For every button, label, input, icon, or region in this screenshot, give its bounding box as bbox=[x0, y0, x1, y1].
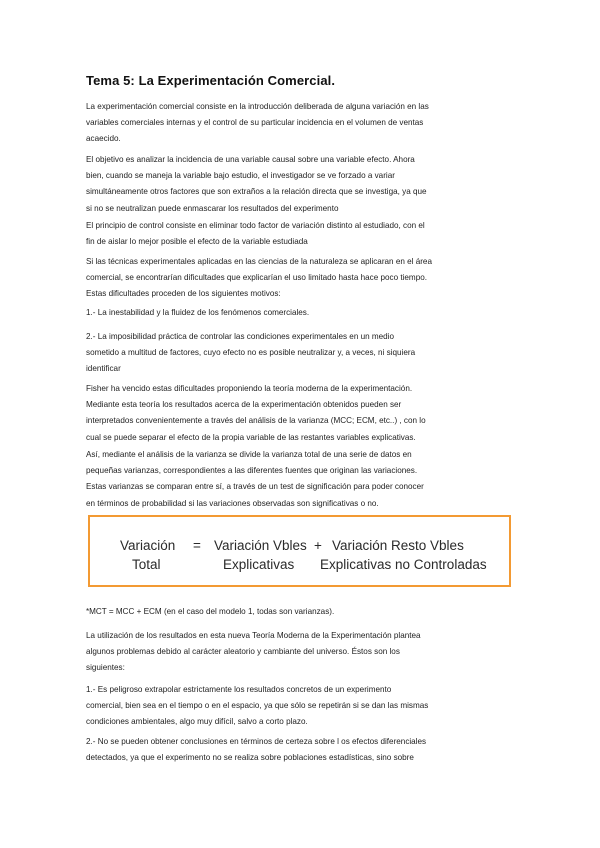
text-line: La utilización de los resultados en esta nueva Teoría Moderna de la Experimentación plantea bbox=[86, 631, 421, 640]
paragraph-problems bbox=[86, 628, 518, 677]
text-line: La experimentación comercial consiste en la introducción deliberada de alguna variación en las bbox=[86, 102, 429, 111]
text-line: Fisher ha vencido estas dificultades proponiendo la teoría moderna de la experimentación. bbox=[86, 384, 413, 393]
text-line: 2.- No se pueden obtener conclusiones en términos de certeza sobre l os efectos diferenciales bbox=[86, 737, 427, 746]
list-item-1 bbox=[86, 305, 518, 321]
formula-explained-variation-top: Variación Vbles bbox=[214, 538, 307, 553]
formula-equals-sign: = bbox=[193, 538, 201, 553]
text-line: siguientes: bbox=[86, 663, 125, 673]
text-line: condiciones ambientales, algo muy difícil, salvo a corto plazo. bbox=[86, 717, 308, 727]
list-item-2 bbox=[86, 329, 518, 378]
text-line: bien, cuando se maneja la variable bajo estudio, el investigador se ve forzado a variar bbox=[86, 171, 395, 181]
text-line: 1.- Es peligroso extrapolar estrictamente los resultados concretos de un experimento bbox=[86, 685, 392, 694]
formula-total-variation-top: Variación bbox=[120, 538, 176, 553]
text-line: Estas varianzas se comparan entre sí, a través de un test de significación para poder conocer bbox=[86, 482, 424, 492]
paragraph-control-principle bbox=[86, 218, 518, 250]
formula-box bbox=[88, 515, 511, 587]
formula-total-variation-bottom: Total bbox=[132, 557, 161, 572]
text-line: fin de aislar lo mejor posible el efecto de la variable estudiada bbox=[86, 237, 308, 247]
text-line: en términos de probabilidad si las variaciones observadas son significativas o no. bbox=[86, 498, 379, 508]
formula-plus-sign: + bbox=[314, 538, 322, 553]
text-line: *MCT = MCC + ECM (en el caso del modelo 1, todas son varianzas). bbox=[86, 607, 335, 616]
text-line: interpretados convenientemente a través del análisis de la varianza (MCC; ECM, etc..) , con lo bbox=[86, 416, 426, 426]
paragraph-objective bbox=[86, 152, 518, 217]
text-line: simultáneamente otros factores que son extraños a la relación directa que se investiga, ya que bbox=[86, 187, 427, 197]
formula-residual-variation-bottom: Explicativas no Controladas bbox=[320, 557, 487, 572]
text-line: El principio de control consiste en eliminar todo factor de variación distinto al estudiado, con el bbox=[86, 221, 425, 230]
text-line: 1.- La inestabilidad y la fluidez de los fenómenos comerciales. bbox=[86, 308, 310, 317]
text-line: Así, mediante el análisis de la varianza se divide la varianza total de una serie de datos en bbox=[86, 450, 412, 459]
text-line: detectados, ya que el experimento no se realiza sobre poblaciones estadísticas, sino sobre bbox=[86, 753, 414, 763]
text-line: Estas dificultades proceden de los siguientes motivos: bbox=[86, 289, 281, 299]
paragraph-fisher bbox=[86, 381, 518, 446]
page-title: Tema 5: La Experimentación Comercial. bbox=[86, 73, 336, 88]
problem-item-2 bbox=[86, 734, 518, 766]
text-line: identificar bbox=[86, 364, 121, 374]
text-line: pequeñas varianzas, correspondientes a las diferentes fuentes que originan las variaciones. bbox=[86, 466, 418, 476]
text-line: comercial, se encontrarían dificultades que explicarían el uso limitado hasta hace poco tiempo. bbox=[86, 273, 427, 283]
text-line: sometido a multitud de factores, cuyo efecto no es posible neutralizar y, a veces, ni siquiera bbox=[86, 348, 416, 358]
text-line: Si las técnicas experimentales aplicadas en las ciencias de la naturaleza se aplicaran en el área bbox=[86, 257, 432, 266]
text-line: si no se neutralizan puede enmascarar los resultados del experimento bbox=[86, 203, 339, 213]
text-line: El objetivo es analizar la incidencia de una variable causal sobre una variable efecto. Ahora bbox=[86, 155, 415, 164]
paragraph-mct-note bbox=[86, 604, 518, 620]
text-line: comercial, bien sea en el tiempo o en el espacio, ya que sólo se repetirán si se dan las mismas bbox=[86, 701, 429, 711]
text-line: algunos problemas debido al carácter aleatorio y cambiante del universo. Éstos son los bbox=[86, 647, 400, 657]
paragraph-anova bbox=[86, 447, 518, 512]
text-line: acaecido. bbox=[86, 134, 121, 144]
paragraph-difficulties bbox=[86, 254, 518, 303]
text-line: Mediante esta teoría los resultados acerca de la experimentación obtenidos pueden ser bbox=[86, 400, 402, 410]
formula-residual-variation-top: Variación Resto Vbles bbox=[332, 538, 464, 553]
problem-item-1 bbox=[86, 682, 518, 731]
text-line: cual se puede separar el efecto de la propia variable de las restantes variables explicativas. bbox=[86, 432, 416, 442]
formula-explained-variation-bottom: Explicativas bbox=[223, 557, 295, 572]
text-line: variables comerciales internas y el control de su particular incidencia en el volumen de ventas bbox=[86, 118, 424, 128]
text-line: 2.- La imposibilidad práctica de controlar las condiciones experimentales en un medio bbox=[86, 332, 395, 341]
paragraph-definition bbox=[86, 99, 518, 148]
